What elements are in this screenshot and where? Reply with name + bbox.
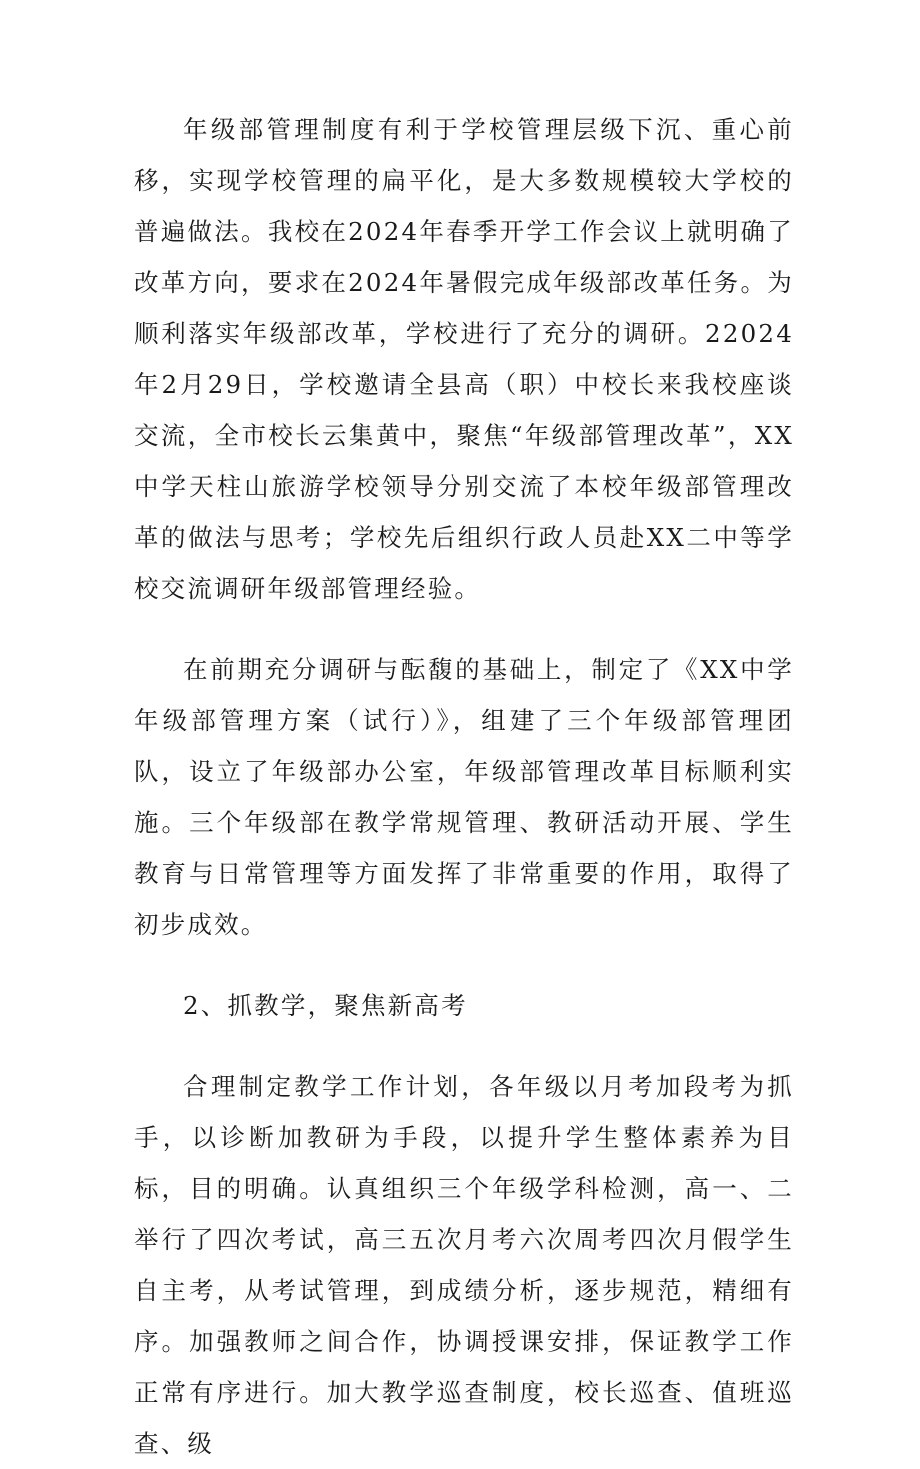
paragraph-reform-results: 在前期充分调研与酝馥的基础上，制定了《XX中学年级部管理方案（试行）》，组建了三个年级部管理团队，设立了年级部办公室，年级部管理改革目标顺利实施。三个年级部在教学常规管理、教研活动开展、学生教育与日常管理等方面发挥了非常重要的作用，取得了初步成效。 <box>134 655 794 939</box>
paragraph-grade-reform: 年级部管理制度有利于学校管理层级下沉、重心前移，实现学校管理的扁平化，是大多数规模较大学校的普遍做法。我校在2024年春季开学工作会议上就明确了改革方向，要求在2024年暑假完成年级部改革任务。为顺利落实年级部改革，学校进行了充分的调研。22024年2月29日，学校邀请全县高（职）中校长来我校座谈交流，全市校长云集黄中，聚焦“年级部管理改革”，XX中学天柱山旅游学校领导分别交流了本校年级部管理改革的做法与思考；学校先后组织行政人员赴XX二中等学校交流调研年级部管理经验。 <box>134 115 794 603</box>
section-heading: 2、抓教学，聚焦新高考 <box>183 991 468 1020</box>
document-body <box>134 104 794 1469</box>
paragraph-teaching: 合理制定教学工作计划，各年级以月考加段考为抓手，以诊断加教研为手段，以提升学生整体素养为目标，目的明确。认真组织三个年级学科检测，高一、二举行了四次考试，高三五次月考六次周考四次月假学生自主考，从考试管理，到成绩分析，逐步规范，精细有序。加强教师之间合作，协调授课安排，保证教学工作正常有序进行。加大教学巡查制度，校长巡查、值班巡查、级 <box>134 1072 794 1458</box>
